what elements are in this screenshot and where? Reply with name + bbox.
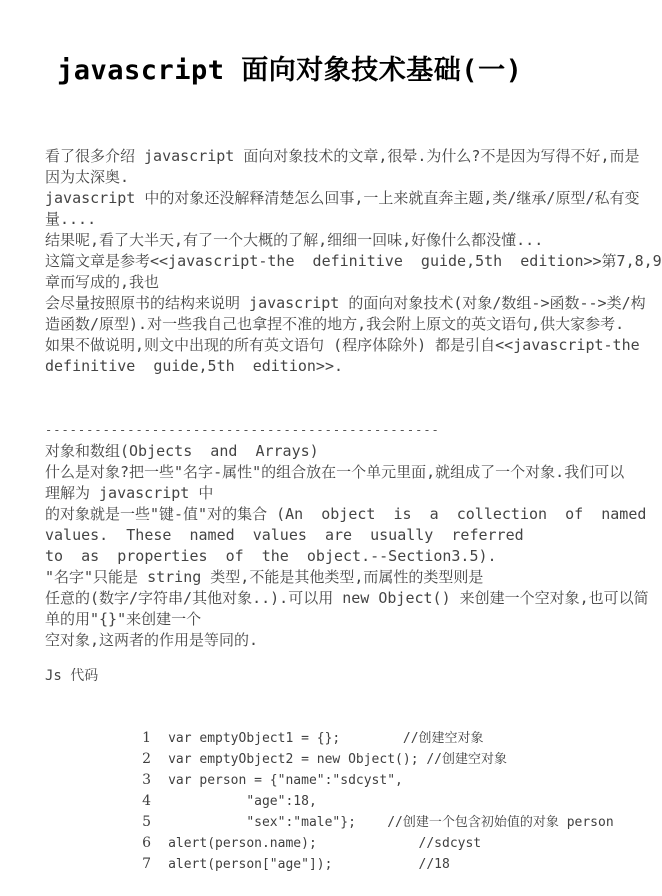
code-line (59, 705, 639, 746)
code-line-text: var person = {"name":"sdcyst", (168, 773, 403, 788)
objects-arrays-paragraph (45, 441, 649, 651)
text-line: 对象和数组(Objects and Arrays) (45, 442, 319, 460)
text-line: definitive guide,5th edition>>. (45, 357, 344, 375)
text-line: 什么是对象?把一些"名字-属性"的组合放在一个单元里面,就组成了一个对象.我们可以 (45, 463, 625, 481)
js-code-listing (59, 705, 639, 872)
text-line: 因为太深奥. (45, 168, 130, 186)
intro-paragraph (45, 146, 662, 377)
text-line: javascript 中的对象还没解释清楚怎么回事,一上来就直奔主题,类/继承/原型/私有变 (45, 189, 640, 207)
text-line: 会尽量按照原书的结构来说明 javascript 的面向对象技术(对象/数组->函数-->类/构 (45, 294, 646, 312)
text-line: "名字"只能是 string 类型,不能是其他类型,而属性的类型则是 (45, 568, 484, 586)
text-line: 结果呢,看了大半天,有了一个大概的了解,细细一回味,好像什么都没懂... (45, 231, 544, 249)
code-line-text: "age":18, (168, 794, 317, 809)
code-line-number: 7 (142, 856, 152, 872)
code-line-number: 2 (142, 751, 152, 767)
text-line: 看了很多介绍 javascript 面向对象技术的文章,很晕.为什么?不是因为写得不好,而是 (45, 147, 640, 165)
text-line: 量.... (45, 210, 97, 228)
code-line-number: 1 (142, 730, 152, 746)
text-line: 理解为 javascript 中 (45, 484, 214, 502)
text-line: 这篇文章是参考<<javascript-the definitive guide,5th edition>>第7,8,9 (45, 252, 662, 270)
text-line: 任意的(数字/字符串/其他对象..).可以用 new Object() 来创建一个空对象,也可以简 (45, 589, 649, 607)
code-line-text: var emptyObject2 = new Object(); //创建空对象 (168, 752, 507, 767)
code-line-number: 6 (142, 835, 152, 851)
code-line-text: "sex":"male"}; //创建一个包含初始值的对象 person (168, 815, 614, 830)
code-line-text: alert(person.name); //sdcyst (168, 836, 482, 851)
text-line: 的对象就是一些"键-值"对的集合 (An object is a collection of named (45, 505, 647, 523)
text-line: 单的用"{}"来创建一个 (45, 610, 202, 628)
code-line-text: alert(person["age"]); //18 (168, 857, 450, 872)
code-block-label: Js 代码 (45, 668, 99, 684)
page-title: javascript 面向对象技术基础(一) (57, 55, 523, 86)
text-line: values. These named values are usually referred (45, 526, 524, 544)
code-line-number: 4 (142, 793, 152, 809)
text-line: 空对象,这两者的作用是等同的. (45, 631, 259, 649)
text-line: 章而写成的,我也 (45, 273, 160, 291)
code-line-number: 3 (142, 772, 152, 788)
text-line: 如果不做说明,则文中出现的所有英文语句 (程序体除外) 都是引自<<javascript-the (45, 336, 640, 354)
text-line: 造函数/原型).对一些我自己也拿捏不准的地方,我会附上原文的英文语句,供大家参考. (45, 315, 625, 333)
text-line: to as properties of the object.--Section3.5). (45, 547, 497, 565)
code-line-number: 5 (142, 814, 152, 830)
code-line-text: var emptyObject1 = {}; //创建空对象 (168, 731, 484, 746)
dashed-separator: ------------------------------------------------ (45, 423, 440, 437)
